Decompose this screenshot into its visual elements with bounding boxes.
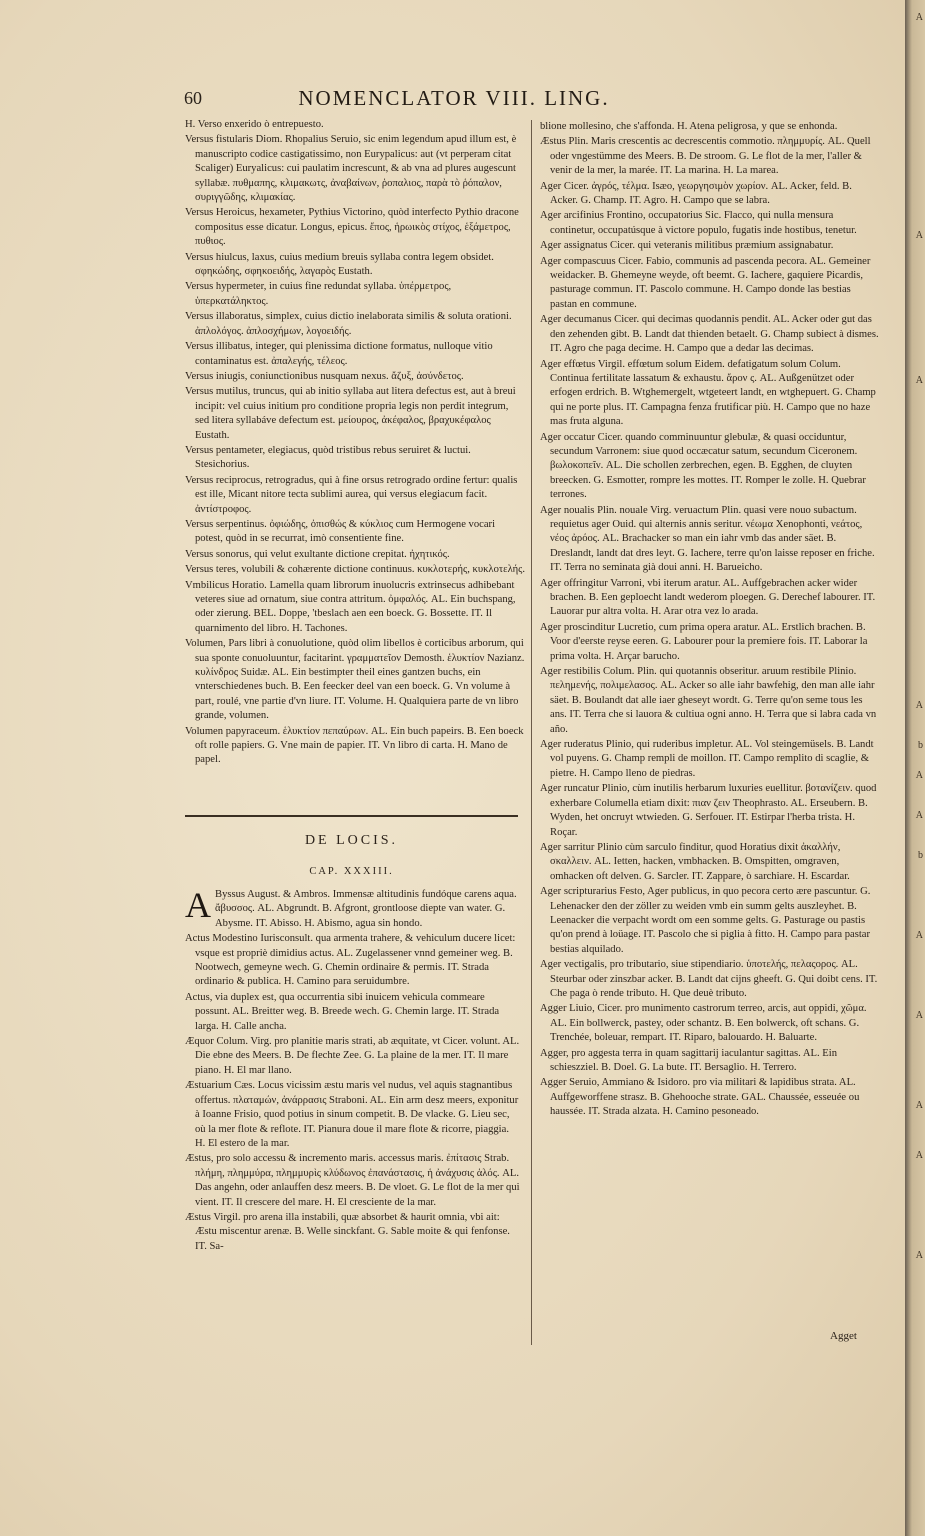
chapter-title: CAP. XXXIII. xyxy=(309,866,394,877)
entry: Ager compascuus Cicer. Fabio, communis ad pascenda pecora. AL. Gemeiner weidacker. B. Ghemeyne weyde, oft beemt. G. Iachere, gaquiere Picardis, pasturage commun. IT. Pascolo commune. H. Campo donde las bestias pastan en commune. xyxy=(540,255,871,310)
page-header xyxy=(184,86,724,116)
page-number: 60 xyxy=(184,88,202,108)
margin-letter: b xyxy=(918,850,923,861)
entry: Agger Seruio, Ammiano & Isidoro. pro via militari & lapidibus strata. AL. Auffgeworffene strasz. B. Ghehooche strate. GAL. Chaussée, esseuée ou haussée. IT. Strada alzata. H. Camino pesoneado. xyxy=(540,1077,860,1118)
entry: Æstus Virgil. pro arena illa instabili, quæ absorbet & haurit omnia, vbi ait: Æstu miscentur arenæ. B. Welle sinckfant. G. Sable moite & qui fenfonse. IT. Sa- xyxy=(185,1211,510,1252)
entry: Volumen, Pars libri à conuolutione, quòd olim libellos è corticibus arborum, qui sua sponte conuoluuntur, facitarint. γραμματεῖον Demosth. ἑλυκτίον Nazianz. κυλίνδρος Suidæ. AL. Ein bestimpter theil eines gantzen buchs, ein vnterschiedenes buch. B. Een feecker deel van een boeck. G. Vn volume à part, roulé, vne partie d'vn liure. IT. Volume. H. Qualquiera parte de vn libro grande, volumen. xyxy=(185,638,525,722)
entry: Æstuarium Cæs. Locus vicissim æstu maris vel nudus, vel aquis stagnantibus offertus. πλαταμών, ἀνάρρασις Straboni. AL. Ein arm desz meers, exponitur à Ioanne Frisio, quod potius in sinum competit. B. De vlacke. G. Lieu sec, où la mer flote & reflote. IT. Pianura doue il mare flote & ricorre, piaggia. H. El estero de la mar. xyxy=(185,1080,519,1149)
entry: Ager offringitur Varroni, vbi iterum aratur. AL. Auffgebrachen acker wider brachen. B. Een geploecht landt wederom ploegen. G. Derechef labourer. IT. Lauorar pur altra volta. H. Arar otra vez lo arada. xyxy=(540,577,876,618)
column-divider xyxy=(531,120,532,1345)
entry: Volumen papyraceum. ἑλυκτίον πεπαύρων. AL. Ein buch papeirs. B. Een boeck oft rolle papiers. G. Vne main de papier. IT. Vn libro di carta. H. Mano de papel. xyxy=(185,725,524,766)
entry: Ager assignatus Cicer. qui veteranis militibus præmium assignabatur. xyxy=(540,240,834,252)
margin-letter: A xyxy=(915,770,923,781)
entry: blione mollesino, che s'affonda. H. Atena peligrosa, y que se enhonda. xyxy=(540,121,838,132)
entry: Ager vectigalis, pro tributario, siue stipendiario. ὑποτελής, πελαςορος. AL. Steurbar oder zinszbar acker. B. Landt dat cijns gheeft. G. Qui doibt cens. IT. Che paga ò rende tributo. H. Que deuè tributo. xyxy=(540,959,878,999)
margin-letter: A xyxy=(915,1010,923,1021)
entry: Versus Heroicus, hexameter, Pythius Victorino, quòd interfecto Pythio dracone compositus esse dicatur. Longus, epicus. ἔπος, ἡρωικὸς στίχος, ἑξάμετρος, πυθιος. xyxy=(185,207,519,248)
entry: Vmbilicus Horatio. Lamella quam librorum inuolucris extrinsecus adhibebant veteres siue ad ornatum, siue contra attritum. ὀμφαλός. AL. Ein buchspang, oder zierung. BEL. Doppe, 'tbeslach aen een boeck. G. Bossette. IT. Il quarnimento del libro. H. Tachones. xyxy=(185,579,516,634)
entry: Ager restibilis Colum. Plin. qui quotannis obseritur. aruum restibile Plinio. πελημενής, πολιμελασος. AL. Acker so alle iahr bawfehig, den man alle iahr säet. B. Boulandt dat alle iaer gheseyt wordt. G. Terre qu'on seme tous les ans. IT. Terra che si lauora & cultiua ogni anno. H. Terra que si labra cada vn año. xyxy=(540,666,877,735)
entry: Agger, pro aggesta terra in quam sagittarij iaculantur sagittas. AL. Ein schieszziel. B. Doel. G. La bute. IT. Bersaglio. H. Terrero. xyxy=(540,1047,837,1073)
entry: Ager decumanus Cicer. qui decimas quodannis pendit. AL. Acker oder gut das den zehenden gibt. B. Landt dat thienden betaelt. G. Champ subiect à dismes. IT. Agro che paga decime. H. Campo que a dedar las decimas. xyxy=(540,314,879,355)
facing-page-edge xyxy=(905,0,925,1536)
entry: Versus hiulcus, laxus, cuius medium breuis syllaba contra legem obsidet. σφηκώδης, σφηκοειδής, λαγαρὸς Eustath. xyxy=(185,251,494,278)
right-column xyxy=(540,120,880,1121)
margin-letter: b xyxy=(918,740,923,751)
entry: Ager proscinditur Lucretio, cum prima opera aratur. AL. Erstlich brachen. B. Voor d'eerste reyse eeren. G. Labourer pour la premiere fois. IT. Laborar la prima volta. H. Arçar barucho. xyxy=(540,621,868,662)
entry: Versus illaboratus, simplex, cuius dictio inelaborata similis & soluta orationi. ἀπλολόγος. ἀπλοσχήμων, λογοειδής. xyxy=(185,311,512,337)
margin-letter: A xyxy=(915,1250,923,1261)
entry: Versus hypermeter, in cuius fine redundat syllaba. ὑπέρμετρος, ὑπερκατάληκτος. xyxy=(185,281,452,307)
entry: Versus reciprocus, retrogradus, qui à fine orsus retrogrado ordine fertur: qualis est ille, Micant nitore tecta sublimi aurea, qui versus elegiacum facit. ἀντίστροφος. xyxy=(185,474,518,515)
section-title: DE LOCIS. xyxy=(304,833,399,848)
catchword: Agget xyxy=(830,1330,857,1342)
entry: Actus, via duplex est, qua occurrentia sibi inuicem vehicula commeare possunt. AL. Breitter weg. B. Breede wech. G. Chemin large. IT. Strada larga. H. Calle ancha. xyxy=(185,991,500,1032)
margin-letter: A xyxy=(915,230,923,241)
margin-letter: A xyxy=(915,930,923,941)
entry: Ager Cicer. ἀγρός, τέλμα. Isæo, γεωργησιμὸν χωρίον. AL. Acker, feld. B. Acker. G. Champ. IT. Agro. H. Campo que se labra. xyxy=(540,180,852,207)
entry: Ager arcifinius Frontino, occupatorius Sic. Flacco, qui nulla mensura continetur, occupatúsque à victore populo, fugatis inde hostibus, tenetur. xyxy=(540,210,857,236)
running-title: NOMENCLATOR VIII. LING. xyxy=(298,86,610,110)
entry: Ager scripturarius Festo, Ager publicus, in quo pecora certo ære pascuntur. G. Lehenacker den der zöller zu weiden vmb ein summ gelts auszleyhet. B. Leenacker die verpacht wordt om een somme gelts. G. Pasturage ou pastis qu'on prend à loüage. IT. Pascolo che si piglia à fitto. H. Campo para pastar bestias alquilado. xyxy=(540,886,871,955)
entry: Versus pentameter, elegiacus, quòd tristibus rebus seruiret & luctui. Stesichorius. xyxy=(185,444,471,471)
entry: Versus serpentinus. ὀφιώδης, ὀπισθώς & κύκλιος cum Hermogene vocari potest, quòd in se recurrat, imò consentiente fine. xyxy=(185,518,496,545)
margin-letter: A xyxy=(915,1100,923,1111)
entry: Ager effœtus Virgil. effœtum solum Eidem. defatigatum solum Colum. Continua fertilitate lassatum & exhaustu. ἄρον ς. AL. Außgenützet oder erfogen erdrich. B. Wtghemergelt, wtgeteert landt, en wtghepuert. G. Champ qui ne porte plus. IT. Campagna fenza frutificar più. H. Campo que no haze mas fruta alguna. xyxy=(540,358,876,428)
margin-letter: A xyxy=(915,375,923,386)
entry: Ager sarritur Plinio cùm sarculo finditur, quod Horatius dixit ἀκαλλήν, σκαλλειν. AL. Ietten, hacken, vmbhacken. B. Omspitten, omgraven, omhacken oft delven. G. Sarcler. IT. Zappare, ò sarchiare. H. Escardar. xyxy=(540,841,850,882)
left-column xyxy=(185,118,525,769)
entry: Æstus, pro solo accessu & incremento maris. accessus maris. ἐπίτασις Strab. πλήμη, πλημμύρα, πλημμυρὶς κλύδωνος ἐπανάστασις, ἡ ἀνάχυσις ἁλός. AL. Das angehn, oder anlauffen desz meers. B. De vloet. G. Le flot de la mer qui vient. IT. Il crescere del mare. H. El cresciente de la mar. xyxy=(185,1153,520,1208)
entry: Æstus Plin. Maris crescentis ac decrescentis commotio. πλημμυρίς. AL. Quell oder vngestümme des Meers. B. De stroom. G. Le flot de la mer, l'aller & venir de la mer, la marée. IT. La marina. H. La marea. xyxy=(540,136,871,177)
entry: Versus mutilus, truncus, qui ab initio syllaba aut litera defectus est, aut à breui incipit: vel cuius initium pro conditione propria legis non perdit integrum, sed litera syllabáve defectum est. μείουρος, ἀκέφαλος, βραχυκέφαλος Eustath. xyxy=(185,386,516,441)
margin-letter: A xyxy=(915,1150,923,1161)
entry: Ager ruderatus Plinio, qui ruderibus impletur. AL. Vol steingemüsels. B. Landt vol puyens. G. Champ rempli de moillon. IT. Campo remplito di scaglie, & pietre. H. Campo lleno de piedras. xyxy=(540,739,874,779)
entry: Versus illibatus, integer, qui plenissima dictione formatus, nulloque vitio contaminatus est. ἀπαλεγής, τέλεος. xyxy=(185,341,493,367)
entry: Æquor Colum. Virg. pro planitie maris strati, ab æquitate, vt Cicer. volunt. AL. Die ebne des Meers. B. De flechte Zee. G. La plaine de la mer. IT. Il mare piano. H. El mar llano. xyxy=(185,1036,520,1076)
entry: A Byssus August. & Ambros. Immensæ altitudinis fundóque carens aqua. ἄβυσσος. AL. Abgrundt. B. Afgront, grontloose diepte van water. G. Abysme. IT. Abisso. H. Abismo, agua sin hondo. xyxy=(185,885,517,929)
entry: Versus teres, volubili & cohærente dictione continuus. κυκλοτερής, κυκλοτελής. xyxy=(185,564,526,576)
entry: Versus fistularis Diom. Rhopalius Seruio, sic enim legendum apud illum est, è manuscripto codice castigatissimo, non Eurypalicus: aut (vt perperam citat Scaliger) Euryalicus: cui paulatim increscunt, & ab vna ad plures augescunt syllabæ. πυθμαπης, κλιμακωτς, ἀναβαίνων, ῥοπαλιος, παρὰ τὸ ῥόπαλον, συριγγῶδης, κλιμακίας. xyxy=(185,134,517,204)
entry: Ager noualis Plin. nouale Virg. veruactum Plin. quasi vere nouo subactum. requietus ager Ouid. qui alternis annis seritur. νέωμα Xenophonti, νεάτος, νέος ἀρόος. AL. Brachacker so man ein iahr vmb das ander säet. B. Dreslandt, landt dat dres leyt. G. Iachere, terre qu'on laisse reposer en friche. IT. Terra no seminata già doui anni. H. Barueicho. xyxy=(540,504,875,574)
margin-letter: A xyxy=(915,12,923,23)
entry: Ager runcatur Plinio, cùm inutilis herbarum luxuries euellitur. βοτανίζειν. quod exherbare Columella etiam dixit: πιαν ζειν Theophrasto. AL. Erseubern. B. Wyden, het oncruyt wtwieden. G. Serfouer. IT. Estirpar l'herba trista. H. Roçar. xyxy=(540,783,877,838)
entry: H. Verso enxerido ò entrepuesto. xyxy=(185,119,324,130)
entry: Versus sonorus, qui velut exultante dictione crepitat. ἠχητικός. xyxy=(185,548,450,560)
section-rule xyxy=(185,815,518,817)
left-column-2 xyxy=(185,885,520,1255)
entry: Agger Liuio, Cicer. pro munimento castrorum terreo, arcis, aut oppidi, χῶμα. AL. Ein bollwerck, pastey, oder schantz. B. Een bolwerck, oft schans. G. Trenchée, boleuar, rempart. IT. Riparo, balouardo. H. Baluarte. xyxy=(540,1003,867,1044)
margin-letter: A xyxy=(915,700,923,711)
entry: Ager occatur Cicer. quando comminuuntur glebulæ, & quasi occiduntur, secundum Varronem: siue quod occæcatur satum, secundum Ciceronem. βωλοκοπεῖν. AL. Die schollen zerbrechen, egen. B. Egghen, de cluyten breecken. G. Esmotter, rompre les mottes. IT. Romper le zolle. H. Quebrar terrones. xyxy=(540,431,866,501)
margin-letter: A xyxy=(915,810,923,821)
entry: Versus iniugis, coniunctionibus nusquam nexus. ἄζυξ, ἀσύνδετος. xyxy=(185,370,464,382)
drop-cap: A xyxy=(185,885,211,925)
entry: Actus Modestino Iurisconsult. qua armenta trahere, & vehiculum ducere licet: vsque est propriè dimidius actus. AL. Zugelassener vnnd gemeiner weg. B. Nootwech, gemeyne wech. G. Chemin ordinaire & permis. IT. Strada ordinario & publica. H. Camino para seruidumbre. xyxy=(185,933,516,988)
